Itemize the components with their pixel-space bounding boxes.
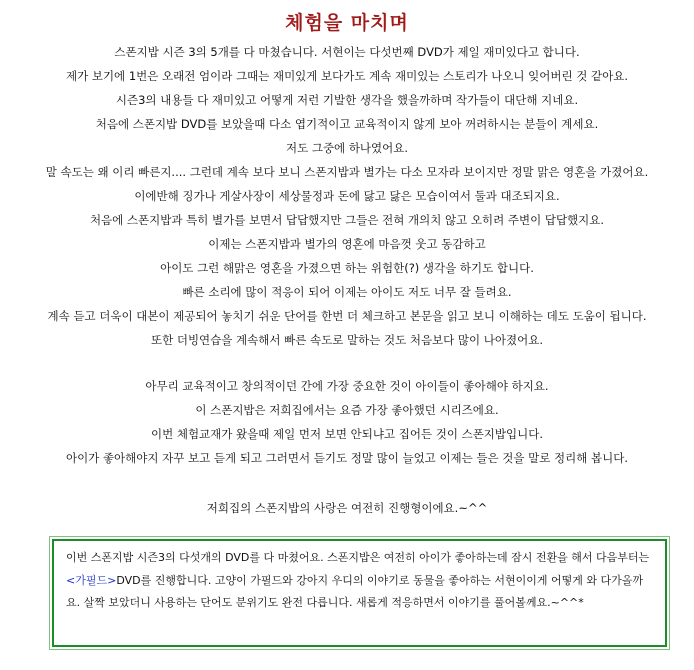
body-line: 시즌3의 내용들 다 재미있고 어떻게 저런 기발한 생각을 했을까하며 작가들이 대단해 지네요. — [115, 93, 579, 107]
body-line: 아이도 그런 해맑은 영혼을 가졌으면 하는 위험한(?) 생각을 하기도 합니다. — [160, 261, 534, 275]
body-line: 아무리 교육적이고 창의적이던 간에 가장 중요한 것이 아이들이 좋아해야 하지요. — [145, 379, 549, 393]
post-body — [0, 40, 694, 520]
body-line: 또한 더빙연습을 계속해서 빠른 속도로 말하는 것도 처음보다 많이 나아졌어요. — [150, 333, 544, 347]
body-line: 처음에 스폰지밥과 특히 별가를 보면서 답답했지만 그들은 전혀 개의치 않고 오히려 주변이 답답했지요. — [89, 213, 605, 227]
notice-highlight: <가필드> — [66, 573, 117, 587]
paragraph-gap — [0, 352, 694, 374]
paragraph-gap — [0, 470, 694, 496]
body-line: 처음에 스폰지밥 DVD를 보았을때 다소 엽기적이고 교육적이지 않게 보아 꺼려하시는 분들이 계세요. — [95, 117, 599, 131]
body-line: 이 스폰지밥은 저희집에서는 요즘 가장 좋아했던 시리즈에요. — [195, 403, 499, 417]
post-title: 체험을 마치며 — [285, 12, 409, 34]
body-line: 빠른 소리에 많이 적응이 되어 이제는 아이도 저도 너무 잘 들려요. — [182, 285, 512, 299]
notice-text-rest: DVD를 진행합니다. 고양이 가필드와 강아지 우디의 이야기로 동물을 좋아하는 서현이이게 어떻게 와 다가올까요. 살짝 보았더니 사용하는 단어도 분위기도 완전 다릅니다. 새롭게 적응하면서 이야기를 풀어볼께요.~^^* — [66, 573, 643, 609]
body-line: 제가 보기에 1번은 오래전 엄이라 그때는 재미있게 보다가도 계속 재미있는 스토리가 나오니 잊어버린 것 같아요. — [65, 69, 629, 83]
body-line: 스폰지밥 시즌 3의 5개를 다 마쳤습니다. 서현이는 다섯번째 DVD가 제일 재미있다고 합니다. — [114, 45, 580, 59]
body-line: 이에반해 징가나 게살사장이 세상물정과 돈에 닳고 닳은 모습이여서 둘과 대조되지요. — [134, 189, 560, 203]
body-line: 이제는 스폰지밥과 별가의 영혼에 마음껏 웃고 동감하고 — [208, 237, 486, 251]
notice-text: 이번 스폰지밥 시즌3의 다섯개의 DVD를 다 마쳤어요. 스폰지밥은 여전히 아이가 좋아하는데 잠시 전환을 해서 다음부터는 — [66, 551, 650, 564]
body-line: 이번 체험교재가 왔을때 제일 먼저 보면 안되냐고 집어든 것이 스폰지밥입니다. — [150, 427, 544, 441]
body-line: 아이가 좋아해야지 자꾸 보고 듣게 되고 그러면서 듣기도 정말 많이 늘었고 이제는 들은 것을 말로 정리해 봅니다. — [65, 451, 629, 465]
body-line: 계속 듣고 더욱이 대본이 제공되어 놓치기 쉬운 단어를 한번 더 체크하고 본문을 읽고 보니 이해하는 데도 도움이 됩니다. — [47, 309, 647, 323]
notice-box — [52, 539, 667, 647]
closing-line: 저희집의 스폰지밥의 사랑은 여전히 진행형이에요.~^^ — [206, 501, 488, 515]
body-line: 말 속도는 왜 이리 빠른지.... 그런데 계속 보다 보니 스폰지밥과 별가는 다소 모자라 보이지만 정말 맑은 영혼을 가졌어요. — [45, 165, 649, 179]
body-line: 저도 그중에 하나였어요. — [285, 141, 409, 155]
